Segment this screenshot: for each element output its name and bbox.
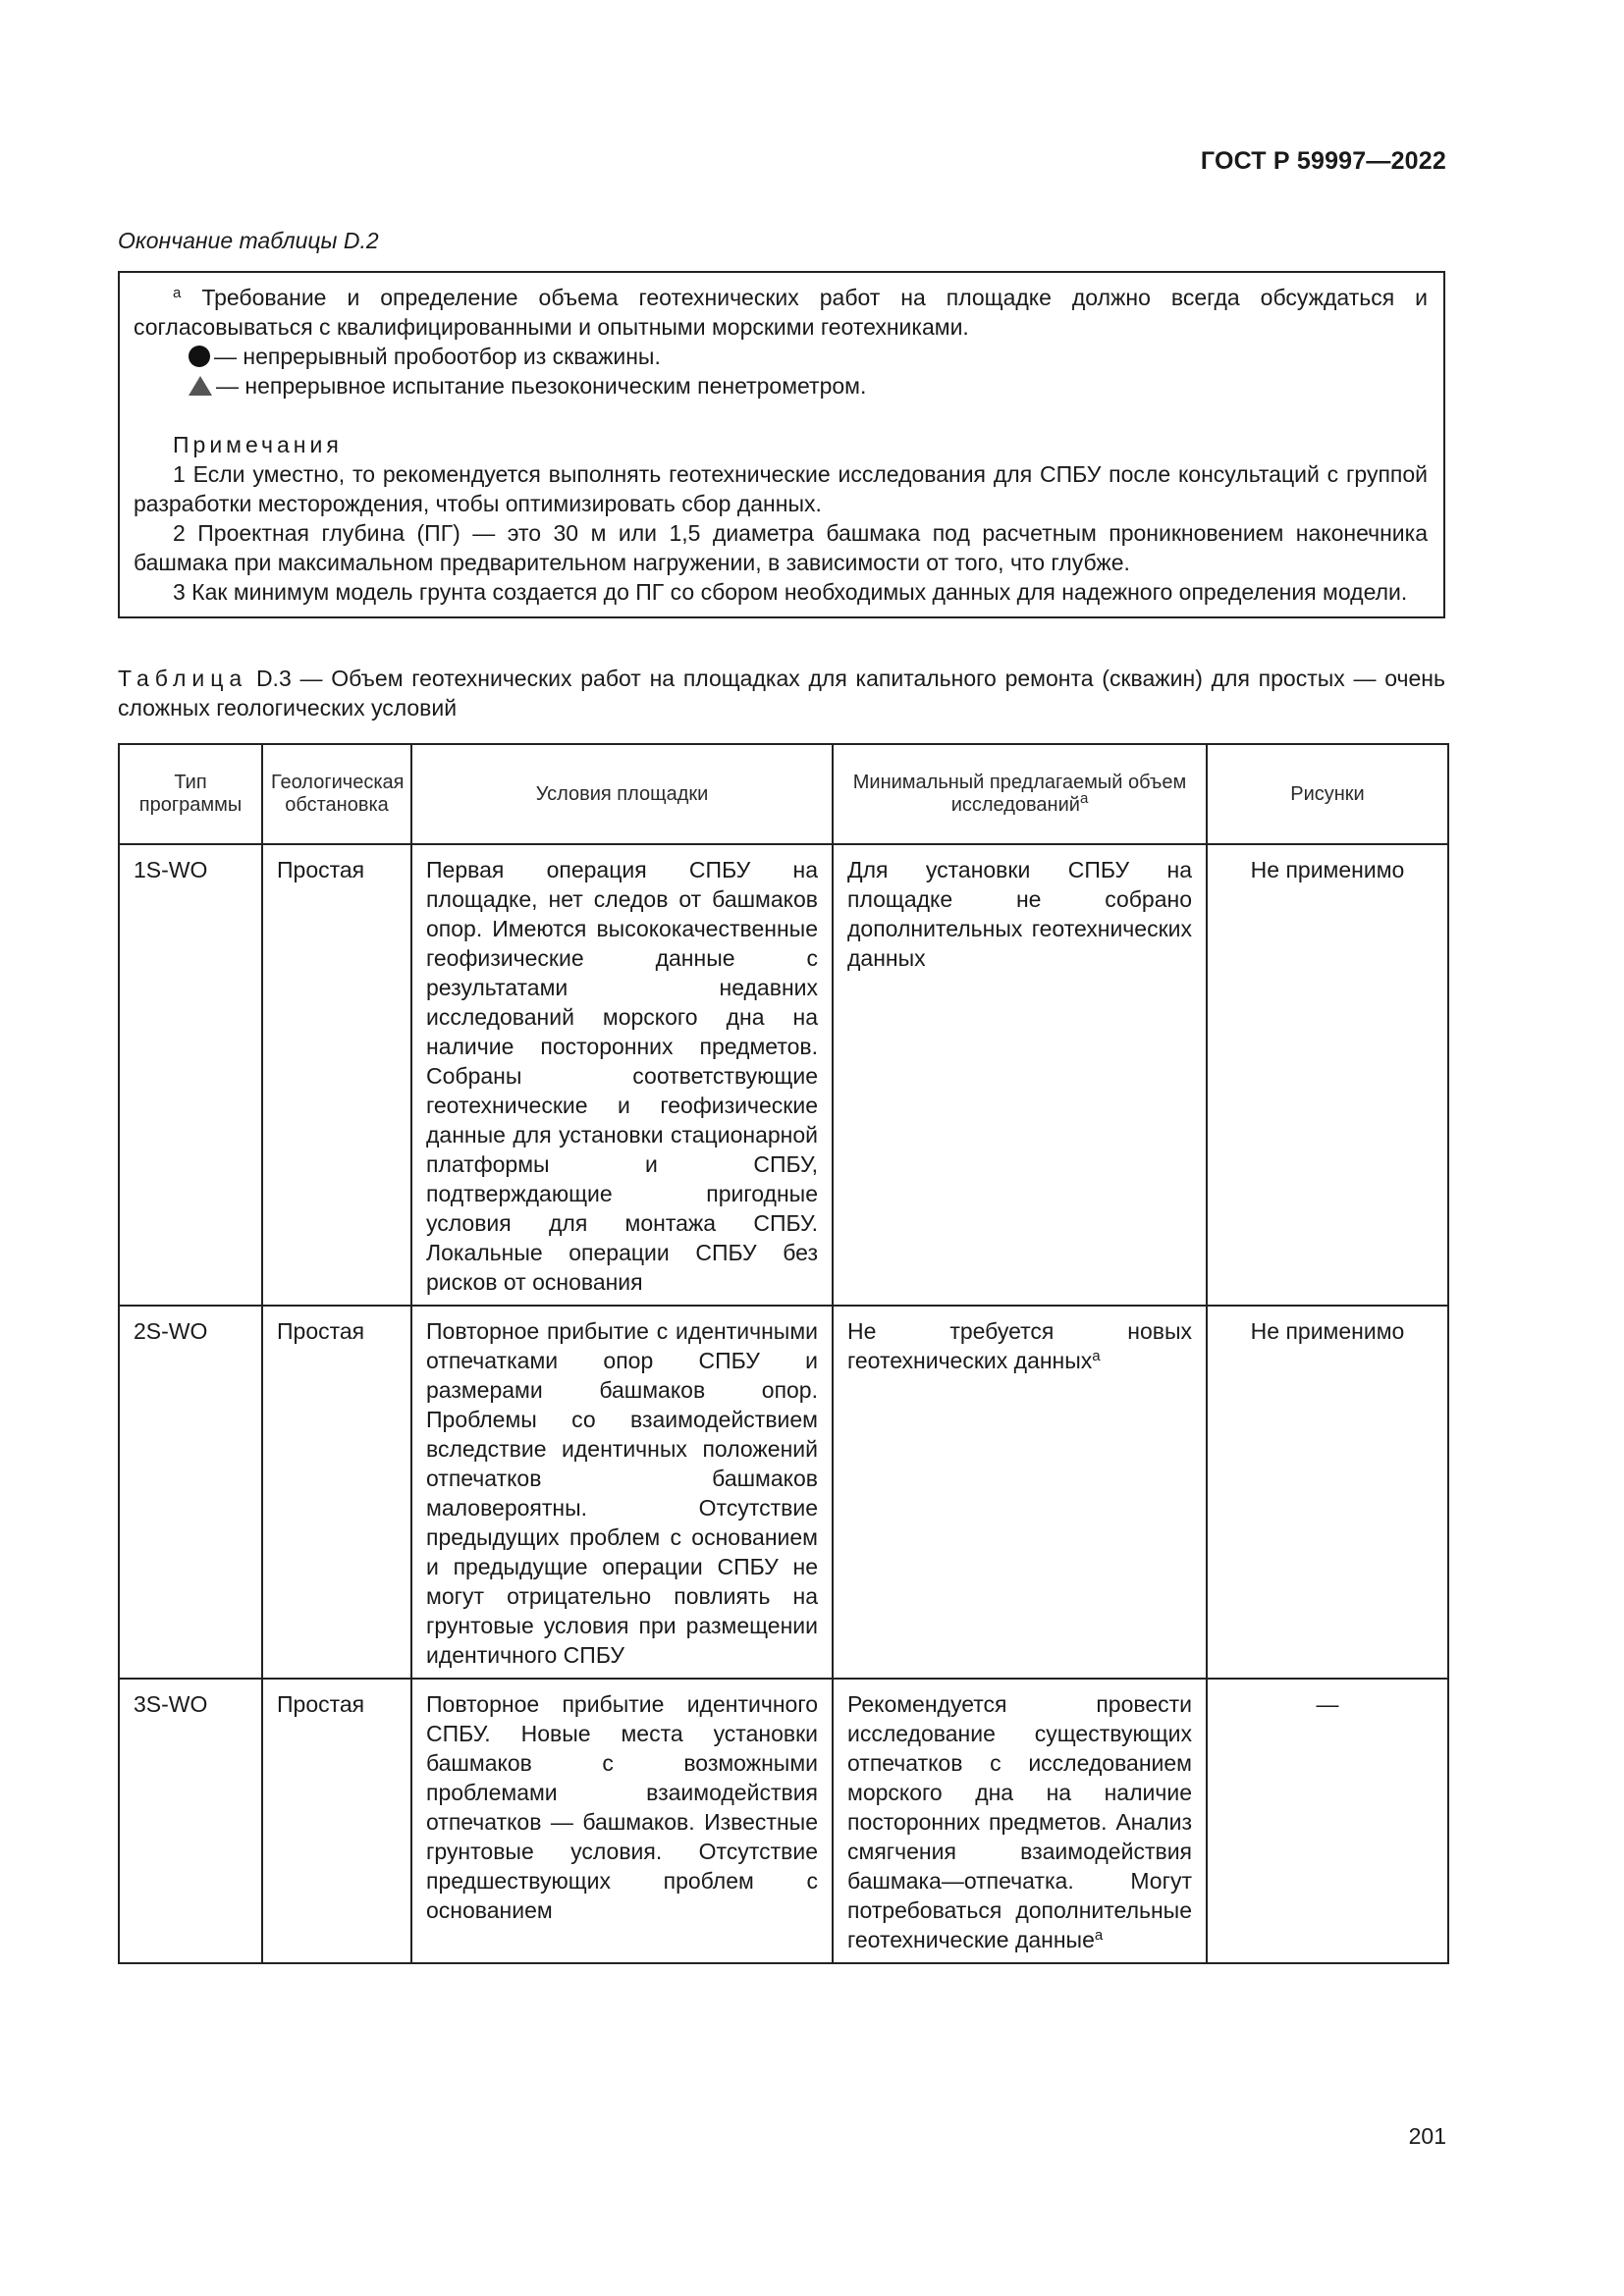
cell-min-scope-text: Для установки СПБУ на площадке не собрано дополнительных геотехнических данных — [847, 857, 1192, 971]
cell-min-scope-text: Рекомендуется провести исследование существующих отпечатков с исследованием морского дна на наличие посторонних предметов. Анализ смягчения взаимодействия башмака—отпечатка. Могут потребоваться дополнительные геотехнические данные — [847, 1691, 1192, 1952]
notes-title: Примечания — [173, 432, 343, 457]
legend-item-cpt — [134, 371, 1428, 400]
table-continuation-label: Окончание таблицы D.2 — [118, 228, 379, 253]
cell-min-scope-mark: а — [1094, 1927, 1104, 1944]
note-item: 2 Проектная глубина (ПГ) — это 30 м или 1,5 диаметра башмака под расчетным проникновением наконечника башмака при максимальном предварительном нагружении, в зависимости от того, что глубже. — [134, 520, 1428, 575]
header-program-type: Тип программы — [119, 744, 262, 844]
table-caption — [118, 664, 1445, 722]
filled-circle-icon — [189, 346, 210, 367]
header-geology: Геологическая обстановка — [262, 744, 411, 844]
footnote-a — [134, 283, 1428, 342]
table-caption-text: D.3 — Объем геотехнических работ на площадках для капитального ремонта (скважин) для простых — очень сложных геологических условий — [118, 666, 1445, 721]
header-min-scope-mark: а — [1079, 790, 1089, 807]
note-item: 1 Если уместно, то рекомендуется выполнять геотехнические исследования для СПБУ после консультаций с группой разработки месторождения, чтобы оптимизировать сбор данных. — [134, 461, 1428, 516]
cell-min-scope-text: Не требуется новых геотехнических данных — [847, 1318, 1192, 1373]
header-site-conditions: Условия площадки — [411, 744, 833, 844]
cell-program-type: 2S-WO — [119, 1306, 262, 1679]
cell-min-scope — [833, 1679, 1207, 1963]
cell-site-conditions: Повторное прибытие с идентичными отпечатками опор СПБУ и размерами башмаков опор. Проблемы со взаимодействием вследствие идентичных положений отпечатков башмаков маловероятны. Отсутствие предыдущих проблем с основанием и предыдущие операции СПБУ не могут отрицательно повлиять на грунтовые условия при размещении идентичного СПБУ — [411, 1306, 833, 1679]
footnote-box — [118, 271, 1445, 618]
cell-min-scope — [833, 844, 1207, 1306]
page-number: 201 — [1408, 2123, 1446, 2149]
cell-figures: Не применимо — [1207, 844, 1448, 1306]
cell-min-scope — [833, 1306, 1207, 1679]
document-header: ГОСТ Р 59997—2022 — [1200, 147, 1446, 175]
table-row — [119, 1306, 1448, 1679]
cell-figures: Не применимо — [1207, 1306, 1448, 1679]
cell-geology: Простая — [262, 1679, 411, 1963]
header-min-scope-text: Минимальный предлагаемый объем исследований — [852, 772, 1187, 816]
note-item: 3 Как минимум модель грунта создается до ПГ со сбором необходимых данных для надежного определения модели. — [173, 579, 1408, 605]
geotech-scope-table — [118, 743, 1449, 1964]
cell-site-conditions: Повторное прибытие идентичного СПБУ. Новые места установки башмаков с возможными проблемами взаимодействия отпечатков — башмаков. Известные грунтовые условия. Отсутствие предшествующих проблем с основанием — [411, 1679, 833, 1963]
cell-program-type: 1S-WO — [119, 844, 262, 1306]
cell-geology: Простая — [262, 844, 411, 1306]
legend-item-borehole — [134, 342, 1428, 371]
legend-text: — непрерывный пробоотбор из скважины. — [214, 344, 661, 369]
cell-site-conditions: Первая операция СПБУ на площадке, нет следов от башмаков опор. Имеются высококачественные геофизические данные с результатами недавних исследований морского дна на наличие посторонних предметов. Собраны соответствующие геотехнические и геофизические данные для установки стационарной платформы и СПБУ, подтверждающие пригодные условия для монтажа СПБУ. Локальные операции СПБУ без рисков от основания — [411, 844, 833, 1306]
legend-text: — непрерывное испытание пьезоконическим пенетрометром. — [216, 373, 867, 399]
cell-program-type: 3S-WO — [119, 1679, 262, 1963]
cell-figures: — — [1207, 1679, 1448, 1963]
table-row — [119, 1679, 1448, 1963]
cell-geology: Простая — [262, 1306, 411, 1679]
filled-triangle-icon — [189, 376, 212, 396]
table-caption-label: Таблица — [118, 666, 248, 691]
footnote-text: Требование и определение объема геотехнических работ на площадке должно всегда обсуждаться и согласовываться с квалифицированными и опытными морскими геотехниками. — [134, 285, 1429, 340]
header-min-scope — [833, 744, 1207, 844]
table-header-row — [119, 744, 1448, 844]
footnote-mark: а — [173, 285, 182, 301]
table-row — [119, 844, 1448, 1306]
cell-min-scope-mark: а — [1092, 1348, 1101, 1364]
header-figures: Рисунки — [1207, 744, 1448, 844]
